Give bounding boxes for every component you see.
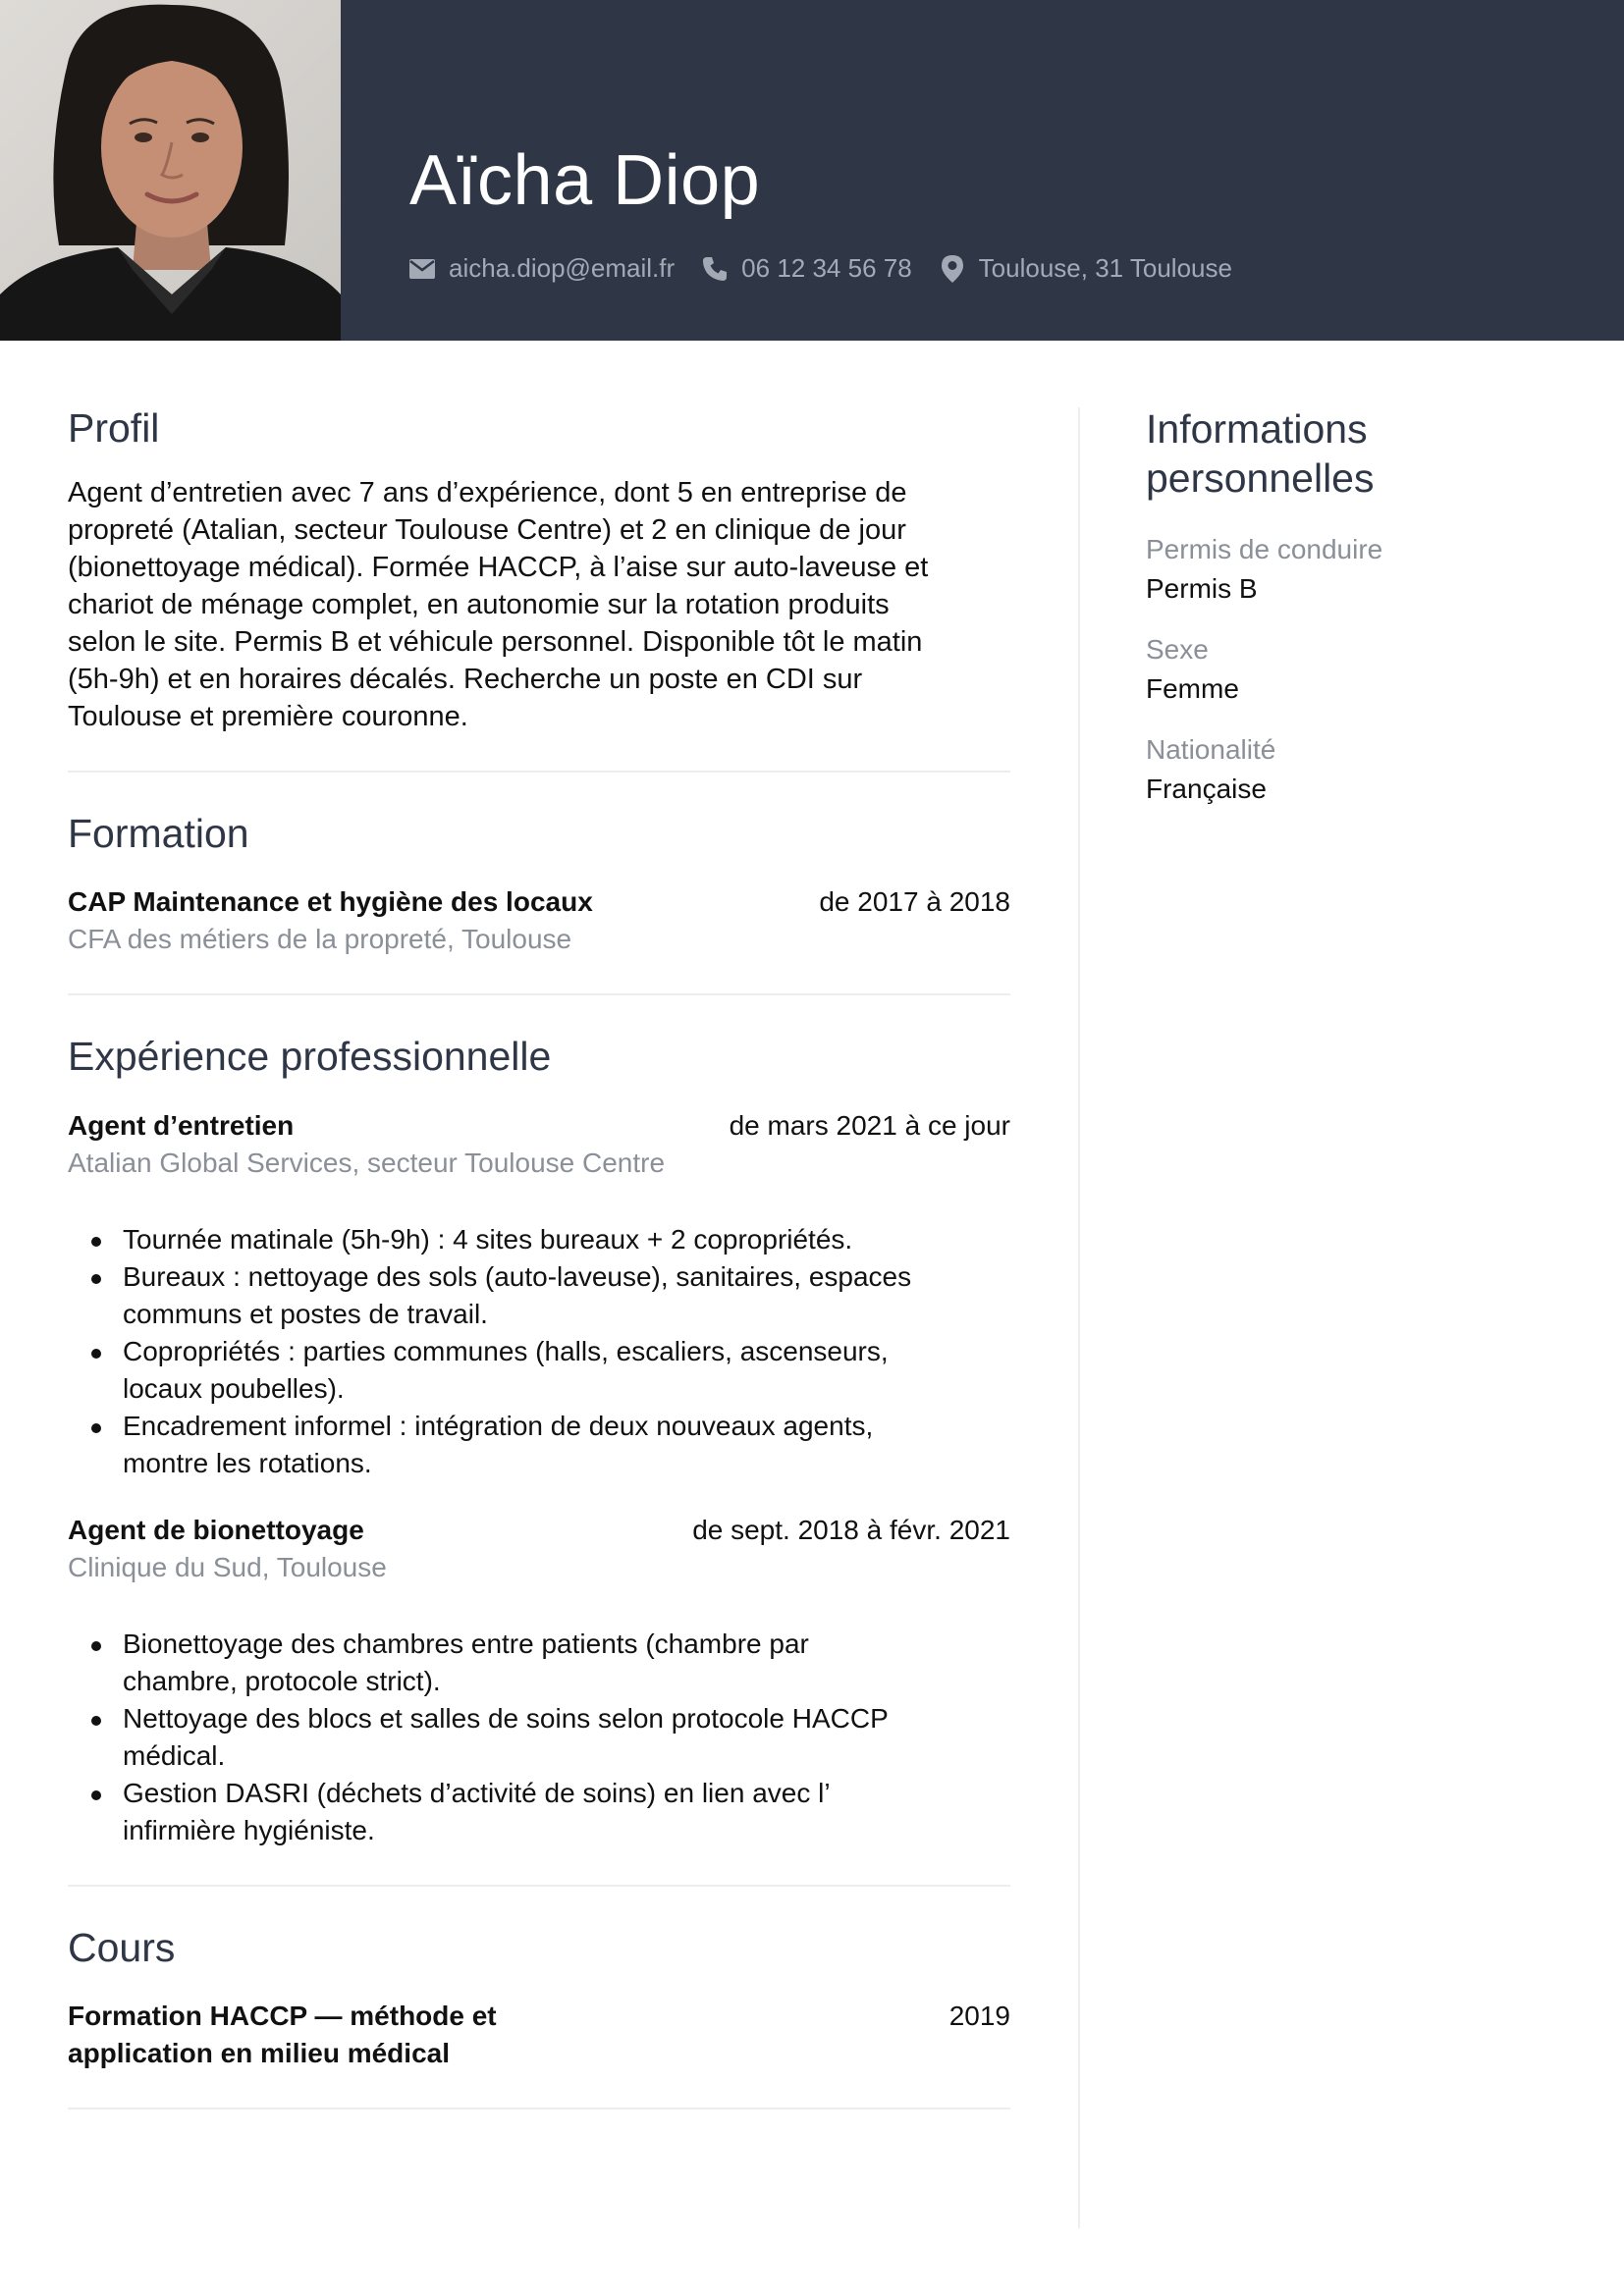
bullet-line: médical.	[123, 1739, 226, 1771]
profile-text	[68, 474, 1010, 735]
job-bullets	[68, 1626, 1010, 1849]
phone-icon	[700, 254, 730, 284]
experience-section	[68, 1033, 1010, 1848]
bullet-line: montre les rotations.	[123, 1447, 372, 1478]
personal-info-title-line: Informations	[1146, 406, 1368, 452]
experience-entry-head	[68, 1512, 1010, 1549]
education-section	[68, 810, 1010, 958]
field-value-nationality: Française	[1146, 774, 1267, 804]
bullet-item	[68, 1408, 1010, 1482]
envelope-icon	[407, 254, 437, 284]
contact-phone[interactable]	[700, 253, 912, 284]
bullet-item	[68, 1775, 1010, 1849]
contact-phone-text: 06 12 34 56 78	[741, 253, 912, 283]
bullet-line: Encadrement informel : intégration de deux nouveaux agents,	[123, 1410, 874, 1441]
bullet-line: infirmière hygiéniste.	[123, 1814, 375, 1845]
course-title-line: application en milieu médical	[68, 2037, 450, 2068]
field-value-sex: Femme	[1146, 673, 1239, 704]
field-label-nationality: Nationalité	[1146, 734, 1276, 765]
personal-info-title-line: personnelles	[1146, 455, 1375, 501]
course-entry-head	[68, 1998, 1010, 2072]
main-column	[68, 404, 1010, 2147]
profile-line: Toulouse et première couronne.	[68, 701, 468, 733]
job-bullets	[68, 1221, 1010, 1482]
bullet-item	[68, 1333, 1010, 1408]
field-label-sex: Sexe	[1146, 634, 1209, 665]
field-value-license: Permis B	[1146, 573, 1258, 604]
profile-line: (bionettoyage médical). Formée HACCP, à l’aise sur auto-laveuse et	[68, 552, 929, 584]
contact-location	[938, 253, 1232, 284]
bullet-line: chambre, protocole strict).	[123, 1665, 441, 1696]
contact-bar	[407, 253, 1258, 284]
job-company: Clinique du Sud, Toulouse	[68, 1551, 387, 1582]
courses-title: Cours	[68, 1924, 176, 1970]
course-date: 2019	[948, 2000, 1010, 2031]
bullet-line: Gestion DASRI (déchets d’activité de soins) en lien avec l’	[123, 1777, 831, 1808]
column-separator	[1078, 407, 1080, 2228]
courses-section	[68, 1924, 1010, 2072]
job-title: Agent de bionettoyage	[68, 1514, 364, 1545]
profile-section	[68, 404, 1010, 735]
education-title: Formation	[68, 811, 249, 857]
section-divider	[68, 2108, 1010, 2109]
profile-title: Profil	[68, 405, 160, 451]
bullet-item	[68, 1626, 1010, 1700]
bullet-line: Bionettoyage des chambres entre patients (chambre par	[123, 1628, 809, 1659]
bullet-item	[68, 1221, 1010, 1258]
bullet-line: Bureaux : nettoyage des sols (auto-laveuse), sanitaires, espaces	[123, 1260, 912, 1292]
education-degree: CAP Maintenance et hygiène des locaux	[68, 886, 593, 918]
header	[0, 0, 1624, 341]
education-date: de 2017 à 2018	[819, 886, 1010, 918]
course-title-line: Formation HACCP — méthode et	[68, 2000, 497, 2031]
section-divider	[68, 1885, 1010, 1887]
sidebar	[1146, 404, 1578, 807]
profile-line: chariot de ménage complet, en autonomie sur la rotation produits	[68, 589, 890, 621]
course-title	[68, 1998, 497, 2072]
section-divider	[68, 993, 1010, 995]
personal-info-title	[1146, 404, 1578, 503]
profile-line: (5h-9h) et en horaires décalés. Recherche un poste en CDI sur	[68, 664, 863, 696]
candidate-name: Aïcha Diop	[409, 141, 761, 220]
job-date: de sept. 2018 à févr. 2021	[692, 1514, 1010, 1545]
contact-email[interactable]	[407, 253, 675, 284]
bullet-line: Tournée matinale (5h-9h) : 4 sites bureaux + 2 copropriétés.	[123, 1223, 853, 1255]
profile-line: propreté (Atalian, secteur Toulouse Centre) et 2 en clinique de jour	[68, 514, 906, 547]
experience-title: Expérience professionnelle	[68, 1034, 552, 1080]
bullet-item	[68, 1700, 1010, 1775]
profile-line: selon le site. Permis B et véhicule personnel. Disponible tôt le matin	[68, 626, 923, 659]
map-pin-icon	[938, 254, 967, 284]
job-date: de mars 2021 à ce jour	[729, 1109, 1010, 1141]
bullet-item	[68, 1258, 1010, 1333]
field-label-license: Permis de conduire	[1146, 534, 1383, 564]
profile-line: Agent d’entretien avec 7 ans d’expérience, dont 5 en entreprise de	[68, 477, 907, 509]
bullet-line: communs et postes de travail.	[123, 1298, 488, 1329]
bullet-line: locaux poubelles).	[123, 1372, 345, 1404]
contact-location-text: Toulouse, 31 Toulouse	[978, 253, 1232, 283]
education-school: CFA des métiers de la propreté, Toulouse	[68, 924, 572, 955]
profile-photo	[0, 0, 341, 341]
bullet-line: Copropriétés : parties communes (halls, escaliers, ascenseurs,	[123, 1335, 889, 1366]
job-company: Atalian Global Services, secteur Toulouse Centre	[68, 1147, 666, 1178]
job-title: Agent d’entretien	[68, 1109, 295, 1141]
education-entry-head	[68, 883, 1010, 921]
contact-email-text: aicha.diop@email.fr	[449, 253, 676, 283]
experience-entry-head	[68, 1107, 1010, 1145]
bullet-line: Nettoyage des blocs et salles de soins selon protocole HACCP	[123, 1702, 889, 1734]
section-divider	[68, 771, 1010, 773]
